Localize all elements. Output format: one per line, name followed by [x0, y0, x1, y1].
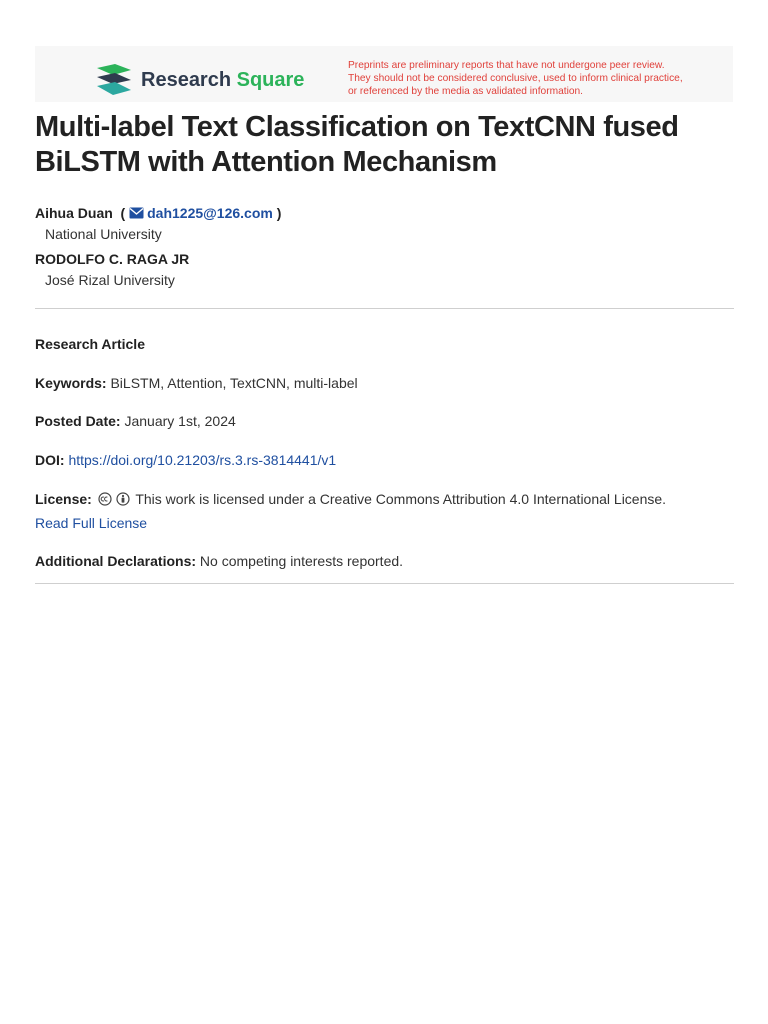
- paper-title: Multi-label Text Classification on TextCNN fused BiLSTM with Attention Mechanism: [35, 111, 679, 178]
- notice-line: They should not be considered conclusive, used to inform clinical practice,: [348, 73, 683, 84]
- divider: [35, 583, 734, 584]
- notice-line: Preprints are preliminary reports that have not undergone peer review.: [348, 60, 665, 71]
- logo-text: [141, 69, 304, 92]
- declarations-row: [35, 549, 735, 573]
- attribution-icon: [116, 492, 130, 506]
- preprint-notice: [348, 59, 708, 98]
- logo-word-square: Square: [236, 68, 305, 91]
- keywords-row: [35, 371, 735, 395]
- doi-link[interactable]: https://doi.org/10.21203/rs.3.rs-3814441/v1: [68, 452, 337, 468]
- author-affiliation: José Rizal University: [45, 272, 175, 288]
- article-type-label: Research Article: [35, 336, 145, 352]
- author-email-link[interactable]: [129, 205, 273, 221]
- doi-row: [35, 448, 735, 472]
- creative-commons-icon: [98, 492, 112, 506]
- research-square-logo-icon: [95, 64, 133, 96]
- read-full-license-link[interactable]: Read Full License: [35, 515, 148, 531]
- preprint-banner: [35, 46, 733, 102]
- declarations-value: No competing interests reported.: [199, 553, 404, 569]
- research-square-logo[interactable]: [95, 64, 304, 96]
- author-1: Aihua Duan ( dah1225@126.com ): [35, 205, 282, 221]
- article-type: [35, 332, 735, 356]
- divider: [35, 308, 734, 309]
- envelope-icon: [129, 207, 144, 219]
- author-name: RODOLFO C. RAGA JR: [35, 251, 190, 267]
- author-name: Aihua Duan: [35, 205, 113, 221]
- doi-label: DOI:: [35, 452, 65, 468]
- notice-line: or referenced by the media as validated information.: [348, 86, 584, 97]
- author-list: [35, 202, 735, 294]
- license-row: [35, 487, 735, 535]
- posted-date-value: January 1st, 2024: [124, 413, 236, 429]
- posted-date-row: [35, 409, 735, 433]
- logo-word-research: Research: [141, 68, 232, 91]
- license-label: License:: [35, 491, 92, 507]
- author-2: [35, 248, 735, 270]
- declarations-label: Additional Declarations:: [35, 553, 197, 569]
- posted-date-label: Posted Date:: [35, 413, 121, 429]
- keywords-value: BiLSTM, Attention, TextCNN, multi-label: [110, 375, 358, 391]
- author-email: dah1225@126.com: [147, 205, 273, 221]
- author-affiliation: National University: [45, 226, 162, 242]
- license-text: This work is licensed under a Creative Commons Attribution 4.0 International License.: [135, 491, 667, 507]
- keywords-label: Keywords:: [35, 375, 107, 391]
